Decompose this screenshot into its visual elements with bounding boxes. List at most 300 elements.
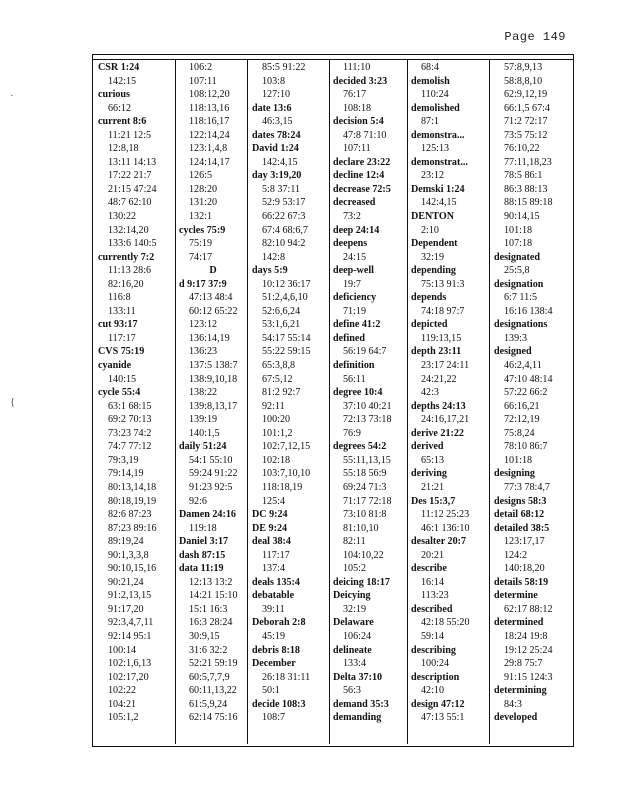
index-reference: 37:10 40:21 bbox=[343, 400, 392, 412]
index-term: determined bbox=[494, 617, 544, 629]
index-term: description bbox=[411, 671, 460, 683]
index-reference: 91:2,13,15 bbox=[108, 590, 152, 602]
index-term: days 5:9 bbox=[252, 265, 288, 277]
index-term: designing bbox=[494, 468, 535, 480]
index-reference: 140:15 bbox=[108, 373, 137, 385]
index-reference: 106:2 bbox=[189, 62, 212, 73]
index-reference: 47:10 48:14 bbox=[504, 373, 553, 385]
index-reference: 53:1,6,21 bbox=[262, 319, 301, 331]
index-reference: 90:21,24 bbox=[108, 576, 144, 588]
index-reference: 91:23 92:5 bbox=[189, 481, 233, 493]
index-reference: 67:4 68:6,7 bbox=[262, 224, 308, 236]
index-reference: 69:24 71:3 bbox=[343, 481, 387, 493]
index-term: daily 51:24 bbox=[179, 441, 227, 453]
index-term: David 1:24 bbox=[252, 143, 299, 155]
index-reference: 136:23 bbox=[189, 346, 218, 358]
index-reference: 13:11 14:13 bbox=[108, 156, 157, 168]
index-reference: 17:22 21:7 bbox=[108, 170, 152, 182]
index-reference: 66:12 bbox=[108, 102, 131, 114]
index-reference: 107:11 bbox=[343, 143, 371, 155]
index-reference: 32:19 bbox=[421, 251, 444, 263]
index-reference: 105:2 bbox=[343, 563, 366, 575]
index-reference: 67:5,12 bbox=[262, 373, 293, 385]
index-term: deep-well bbox=[333, 265, 374, 277]
index-reference: 58:8,8,10 bbox=[504, 75, 543, 87]
index-reference: 48:7 62:10 bbox=[108, 197, 152, 209]
index-reference: 100:14 bbox=[108, 644, 137, 656]
index-reference: 92:3,4,7,11 bbox=[108, 617, 154, 629]
index-reference: 123:12 bbox=[189, 319, 218, 331]
index-reference: 46:2,4,11 bbox=[504, 360, 542, 372]
index-reference: 19:7 bbox=[343, 278, 361, 290]
index-reference: 77:3 78:4,7 bbox=[504, 481, 550, 493]
index-reference: 108:7 bbox=[262, 712, 285, 724]
index-reference: 110:24 bbox=[421, 89, 449, 101]
index-term: details 58:19 bbox=[494, 576, 549, 588]
index-reference: 60:12 65:22 bbox=[189, 305, 238, 317]
index-reference: 138:22 bbox=[189, 387, 218, 399]
index-term: deriving bbox=[411, 468, 447, 480]
index-reference: 127:10 bbox=[262, 89, 291, 101]
index-reference: 11:21 12:5 bbox=[108, 129, 152, 141]
index-term: curious bbox=[98, 89, 130, 101]
index-reference: 81:10,10 bbox=[343, 522, 379, 534]
index-reference: 128:20 bbox=[189, 183, 218, 195]
index-reference: 16:14 bbox=[421, 576, 444, 588]
index-term: degree 10:4 bbox=[333, 387, 383, 399]
index-reference: 73:2 bbox=[343, 211, 361, 223]
index-reference: 80:18,19,19 bbox=[108, 495, 157, 507]
index-reference: 62:17 88:12 bbox=[504, 603, 553, 615]
index-term: describe bbox=[411, 563, 447, 575]
index-reference: 81:2 92:7 bbox=[262, 387, 301, 399]
index-reference: 104:10,22 bbox=[343, 549, 384, 561]
index-reference: 92:11 bbox=[262, 400, 285, 412]
index-reference: 52:21 59:19 bbox=[189, 658, 238, 670]
index-reference: 12:8,18 bbox=[108, 143, 139, 155]
index-term: Daniel 3:17 bbox=[179, 536, 229, 548]
index-reference: 76:17 bbox=[343, 89, 366, 101]
index-reference: 87:1 bbox=[421, 116, 439, 128]
index-reference: 66:22 67:3 bbox=[262, 211, 306, 223]
index-reference: 123:1,4,8 bbox=[189, 143, 228, 155]
index-reference: 142:8 bbox=[262, 251, 285, 263]
index-term: demolish bbox=[411, 75, 450, 87]
index-reference: 132:1 bbox=[189, 211, 212, 223]
index-box bbox=[92, 54, 574, 747]
top-rule bbox=[93, 59, 573, 60]
index-reference: 91:15 124:3 bbox=[504, 671, 553, 683]
index-reference: 72:13 73:18 bbox=[343, 414, 392, 426]
index-term: cycle 55:4 bbox=[98, 387, 141, 399]
index-reference: 32:19 bbox=[343, 603, 366, 615]
index-term: decrease 72:5 bbox=[333, 183, 391, 195]
index-reference: 23:12 bbox=[421, 170, 444, 182]
index-reference: 24:15 bbox=[343, 251, 366, 263]
index-term: deal 38:4 bbox=[252, 536, 291, 548]
index-reference: 101:18 bbox=[504, 224, 533, 236]
index-reference: 102:7,12,15 bbox=[262, 441, 311, 453]
index-term: December bbox=[252, 658, 296, 670]
index-reference: 50:1 bbox=[262, 685, 280, 697]
index-term: demanding bbox=[333, 712, 382, 724]
index-reference: 71:19 bbox=[343, 305, 366, 317]
index-reference: 74:17 bbox=[189, 251, 212, 263]
index-reference: 139:8,13,17 bbox=[189, 400, 238, 412]
index-reference: 118:13,16 bbox=[189, 102, 230, 114]
index-reference: 29:8 75:7 bbox=[504, 658, 543, 670]
index-term: Demski 1:24 bbox=[411, 183, 465, 195]
index-term: Dependent bbox=[411, 238, 458, 250]
index-reference: 45:19 bbox=[262, 630, 285, 642]
index-reference: 82:10 94:2 bbox=[262, 238, 306, 250]
index-reference: 100:24 bbox=[421, 658, 450, 670]
index-reference: 57:8,9,13 bbox=[504, 62, 543, 73]
index-term: deals 135:4 bbox=[252, 576, 300, 588]
index-term: designs 58:3 bbox=[494, 495, 547, 507]
index-reference: 24:21,22 bbox=[421, 373, 457, 385]
index-reference: 105:1,2 bbox=[108, 712, 139, 724]
index-reference: 107:18 bbox=[504, 238, 533, 250]
index-term: derive 21:22 bbox=[411, 427, 464, 439]
index-reference: 16:16 138:4 bbox=[504, 305, 553, 317]
index-reference: 92:14 95:1 bbox=[108, 630, 152, 642]
index-term: demand 35:3 bbox=[333, 698, 389, 710]
index-term: deicing 18:17 bbox=[333, 576, 390, 588]
index-reference: 101:18 bbox=[504, 454, 533, 466]
index-reference: 142:15 bbox=[108, 75, 137, 87]
index-reference: 76:9 bbox=[343, 427, 361, 439]
index-reference: 111:10 bbox=[343, 62, 371, 73]
index-reference: 82:16,20 bbox=[108, 278, 144, 290]
index-reference: 52:9 53:17 bbox=[262, 197, 306, 209]
index-term: developed bbox=[494, 712, 538, 724]
index-reference: 55:18 56:9 bbox=[343, 468, 387, 480]
index-term: decline 12:4 bbox=[333, 170, 385, 182]
index-term: demonstrat... bbox=[411, 156, 468, 168]
index-term: DE 9:24 bbox=[252, 522, 288, 534]
index-reference: 133:6 140:5 bbox=[108, 238, 157, 250]
index-term: delineate bbox=[333, 644, 372, 656]
index-reference: 89:19,24 bbox=[108, 536, 144, 548]
index-reference: 125:13 bbox=[421, 143, 450, 155]
index-reference: 130:22 bbox=[108, 211, 137, 223]
index-reference: 21:21 bbox=[421, 481, 444, 493]
index-reference: 66:16,21 bbox=[504, 400, 540, 412]
index-reference: 14:21 15:10 bbox=[189, 590, 238, 602]
index-term: depth 23:11 bbox=[411, 346, 462, 358]
index-reference: 73:23 74:2 bbox=[108, 427, 152, 439]
index-reference: 11:13 28:6 bbox=[108, 265, 152, 277]
index-reference: 46:3,15 bbox=[262, 116, 293, 128]
index-reference: 79:14,19 bbox=[108, 468, 144, 480]
index-reference: 60:5,7,7,9 bbox=[189, 671, 230, 683]
index-reference: 140:18,20 bbox=[504, 563, 545, 575]
index-reference: 56:3 bbox=[343, 685, 361, 697]
index-term: decreased bbox=[333, 197, 376, 209]
index-reference: 100:20 bbox=[262, 414, 291, 426]
index-reference: 47:13 55:1 bbox=[421, 712, 465, 724]
index-reference: 23:17 24:11 bbox=[421, 360, 470, 372]
index-reference: 66:1,5 67:4 bbox=[504, 102, 550, 114]
index-reference: 65:13 bbox=[421, 454, 444, 466]
index-reference: 15:1 16:3 bbox=[189, 603, 228, 615]
index-term: defined bbox=[333, 332, 365, 344]
index-reference: 82:11 bbox=[343, 536, 366, 548]
index-term: describing bbox=[411, 644, 456, 656]
index-term: designed bbox=[494, 346, 532, 358]
index-term: designation bbox=[494, 278, 544, 290]
index-reference: 90:10,15,16 bbox=[108, 563, 157, 575]
index-reference: 73:5 75:12 bbox=[504, 129, 548, 141]
index-reference: 104:21 bbox=[108, 698, 137, 710]
index-reference: 140:1,5 bbox=[189, 427, 220, 439]
index-reference: 42:10 bbox=[421, 685, 444, 697]
index-column bbox=[251, 61, 329, 742]
index-term: day 3:19,20 bbox=[252, 170, 302, 182]
index-term: debris 8:18 bbox=[252, 644, 300, 656]
index-term: deficiency bbox=[333, 292, 377, 304]
index-term: Deborah 2:8 bbox=[252, 617, 306, 629]
index-reference: 75:13 91:3 bbox=[421, 278, 465, 290]
index-reference: 31:6 32:2 bbox=[189, 644, 228, 656]
index-reference: 47:8 71:10 bbox=[343, 129, 387, 141]
index-reference: 42:3 bbox=[421, 387, 439, 399]
index-term: degrees 54:2 bbox=[333, 441, 387, 453]
margin-dot: · bbox=[10, 90, 14, 102]
index-term: Deicying bbox=[333, 590, 371, 602]
index-reference: 51:2,4,6,10 bbox=[262, 292, 308, 304]
index-reference: 137:5 138:7 bbox=[189, 360, 238, 372]
index-reference: 78:10 86:7 bbox=[504, 441, 548, 453]
index-term: deepens bbox=[333, 238, 368, 250]
index-reference: 118:16,17 bbox=[189, 116, 230, 128]
index-reference: 20:21 bbox=[421, 549, 444, 561]
index-reference: 91:17,20 bbox=[108, 603, 144, 615]
index-reference: 69:2 70:13 bbox=[108, 414, 152, 426]
index-term: designated bbox=[494, 251, 540, 263]
index-reference: 116:8 bbox=[108, 292, 131, 304]
column-separator bbox=[329, 59, 330, 744]
index-reference: 68:4 bbox=[421, 62, 439, 73]
index-reference: 30:9,15 bbox=[189, 630, 220, 642]
index-reference: 61:5,9,24 bbox=[189, 698, 228, 710]
index-reference: 103:7,10,10 bbox=[262, 468, 311, 480]
index-reference: 138:9,10,18 bbox=[189, 373, 238, 385]
index-column bbox=[178, 61, 248, 742]
index-reference: 82:6 87:23 bbox=[108, 509, 152, 521]
index-reference: 74:7 77:12 bbox=[108, 441, 152, 453]
index-reference: 85:5 91:22 bbox=[262, 62, 306, 73]
index-reference: 118:18,19 bbox=[262, 481, 303, 493]
index-reference: 12:13 13:2 bbox=[189, 576, 233, 588]
index-term: DC 9:24 bbox=[252, 509, 288, 521]
index-reference: 75:19 bbox=[189, 238, 212, 250]
index-reference: 131:20 bbox=[189, 197, 218, 209]
index-term: desalter 20:7 bbox=[411, 536, 467, 548]
index-reference: 103:8 bbox=[262, 75, 285, 87]
index-reference: 59:14 bbox=[421, 630, 444, 642]
index-letter-heading: D bbox=[209, 265, 217, 277]
index-reference: 106:24 bbox=[343, 630, 372, 642]
index-term: decide 108:3 bbox=[252, 698, 306, 710]
index-term: DENTON bbox=[411, 211, 455, 223]
index-reference: 16:3 28:24 bbox=[189, 617, 233, 629]
index-term: date 13:6 bbox=[252, 102, 292, 114]
index-term: detailed 38:5 bbox=[494, 522, 550, 534]
index-term: Damen 24:16 bbox=[179, 509, 236, 521]
index-column bbox=[493, 61, 571, 742]
index-reference: 117:17 bbox=[262, 549, 290, 561]
index-reference: 123:17,17 bbox=[504, 536, 545, 548]
index-term: demonstra... bbox=[411, 129, 465, 141]
index-reference: 60:11,13,22 bbox=[189, 685, 237, 697]
index-term: depths 24:13 bbox=[411, 400, 466, 412]
index-term: demolished bbox=[411, 102, 460, 114]
index-reference: 52:6,6,24 bbox=[262, 305, 301, 317]
index-reference: 5:8 37:11 bbox=[262, 183, 301, 195]
index-reference: 24:16,17,21 bbox=[421, 414, 470, 426]
index-reference: 54:17 55:14 bbox=[262, 332, 311, 344]
index-reference: 54:1 55:10 bbox=[189, 454, 233, 466]
index-reference: 124:2 bbox=[504, 549, 527, 561]
index-reference: 117:17 bbox=[108, 332, 136, 344]
index-reference: 39:11 bbox=[262, 603, 285, 615]
index-reference: 88:15 89:18 bbox=[504, 197, 553, 209]
index-column bbox=[332, 61, 407, 742]
index-reference: 46:1 136:10 bbox=[421, 522, 470, 534]
index-column bbox=[97, 61, 175, 742]
index-reference: 71:17 72:18 bbox=[343, 495, 392, 507]
index-term: dash 87:15 bbox=[179, 549, 226, 561]
index-term: determine bbox=[494, 590, 538, 602]
index-reference: 102:17,20 bbox=[108, 671, 149, 683]
index-reference: 10:12 36:17 bbox=[262, 278, 311, 290]
index-reference: 136:14,19 bbox=[189, 332, 230, 344]
index-reference: 142:4,15 bbox=[421, 197, 457, 209]
column-separator bbox=[407, 59, 408, 744]
index-reference: 63:1 68:15 bbox=[108, 400, 152, 412]
index-term: Delta 37:10 bbox=[333, 671, 383, 683]
index-reference: 137:4 bbox=[262, 563, 285, 575]
index-term: designations bbox=[494, 319, 548, 331]
index-reference: 6:7 11:5 bbox=[504, 292, 537, 304]
index-reference: 87:23 89:16 bbox=[108, 522, 157, 534]
index-reference: 75:8,24 bbox=[504, 427, 535, 439]
index-reference: 11:12 25:23 bbox=[421, 509, 470, 521]
index-term: design 47:12 bbox=[411, 698, 465, 710]
index-reference: 73:10 81:8 bbox=[343, 509, 387, 521]
index-reference: 142:4,15 bbox=[262, 156, 298, 168]
index-term: debatable bbox=[252, 590, 295, 602]
column-separator bbox=[175, 59, 176, 744]
index-reference: 65:3,8,8 bbox=[262, 360, 296, 372]
index-reference: 108:12,20 bbox=[189, 89, 230, 101]
index-reference: 74:18 97:7 bbox=[421, 305, 465, 317]
index-term: depicted bbox=[411, 319, 448, 331]
index-reference: 84:3 bbox=[504, 698, 522, 710]
index-term: Des 15:3,7 bbox=[411, 495, 456, 507]
index-reference: 113:23 bbox=[421, 590, 449, 602]
index-reference: 90:14,15 bbox=[504, 211, 540, 223]
index-reference: 122:14,24 bbox=[189, 129, 230, 141]
index-reference: 108:18 bbox=[343, 102, 372, 114]
margin-bracket: { bbox=[10, 396, 16, 408]
index-term: currently 7:2 bbox=[98, 251, 155, 263]
index-reference: 78:5 86:1 bbox=[504, 170, 543, 182]
index-reference: 57:22 66:2 bbox=[504, 387, 548, 399]
index-reference: 2:10 bbox=[421, 224, 439, 236]
index-reference: 18:24 19:8 bbox=[504, 630, 548, 642]
index-reference: 19:12 25:24 bbox=[504, 644, 553, 656]
index-reference: 71:2 72:17 bbox=[504, 116, 548, 128]
index-term: cyanide bbox=[98, 360, 132, 372]
index-reference: 124:14,17 bbox=[189, 156, 230, 168]
index-reference: 133:4 bbox=[343, 658, 366, 670]
index-reference: 80:13,14,18 bbox=[108, 481, 157, 493]
index-term: dates 78:24 bbox=[252, 129, 301, 141]
index-reference: 62:14 75:16 bbox=[189, 712, 238, 724]
index-term: decided 3:23 bbox=[333, 75, 388, 87]
index-term: cut 93:17 bbox=[98, 319, 138, 331]
index-reference: 107:11 bbox=[189, 75, 217, 87]
index-term: define 41:2 bbox=[333, 319, 381, 331]
index-term: cycles 75:9 bbox=[179, 224, 226, 236]
index-reference: 62:9,12,19 bbox=[504, 89, 548, 101]
index-reference: 102:18 bbox=[262, 454, 291, 466]
index-reference: 101:1,2 bbox=[262, 427, 293, 439]
index-reference: 86:3 88:13 bbox=[504, 183, 548, 195]
index-reference: 55:22 59:15 bbox=[262, 346, 311, 358]
index-reference: 77:11,18,23 bbox=[504, 156, 552, 168]
index-reference: 102:1,6,13 bbox=[108, 658, 152, 670]
index-reference: 133:11 bbox=[108, 305, 136, 317]
index-reference: 26:18 31:11 bbox=[262, 671, 311, 683]
index-reference: 90:1,3,3,8 bbox=[108, 549, 149, 561]
index-reference: 56:19 64:7 bbox=[343, 346, 387, 358]
index-reference: 21:15 47:24 bbox=[108, 183, 157, 195]
index-reference: 119:18 bbox=[189, 522, 217, 534]
index-reference: 25:5,8 bbox=[504, 265, 530, 277]
index-term: definition bbox=[333, 360, 375, 372]
index-reference: 55:11,13,15 bbox=[343, 454, 391, 466]
index-term: determining bbox=[494, 685, 547, 697]
index-reference: 42:18 55:20 bbox=[421, 617, 470, 629]
index-reference: 119:13,15 bbox=[421, 332, 462, 344]
index-column bbox=[410, 61, 490, 742]
index-reference: 56:11 bbox=[343, 373, 366, 385]
index-reference: 47:13 48:4 bbox=[189, 292, 233, 304]
index-term: derived bbox=[411, 441, 444, 453]
index-reference: 76:10,22 bbox=[504, 143, 540, 155]
index-reference: 125:4 bbox=[262, 495, 285, 507]
index-term: decision 5:4 bbox=[333, 116, 384, 128]
index-term: described bbox=[411, 603, 453, 615]
index-term: data 11:19 bbox=[179, 563, 224, 575]
index-reference: 72:12,19 bbox=[504, 414, 540, 426]
index-reference: 79:3,19 bbox=[108, 454, 139, 466]
index-reference: 132:14,20 bbox=[108, 224, 149, 236]
index-term: detail 68:12 bbox=[494, 509, 545, 521]
index-term: depending bbox=[411, 265, 456, 277]
index-reference: 102:22 bbox=[108, 685, 137, 697]
index-reference: 139:19 bbox=[189, 414, 218, 426]
index-reference: 59:24 91:22 bbox=[189, 468, 238, 480]
index-term: deep 24:14 bbox=[333, 224, 380, 236]
index-term: Delaware bbox=[333, 617, 374, 629]
index-reference: 139:3 bbox=[504, 332, 527, 344]
index-term: CSR 1:24 bbox=[98, 62, 140, 73]
